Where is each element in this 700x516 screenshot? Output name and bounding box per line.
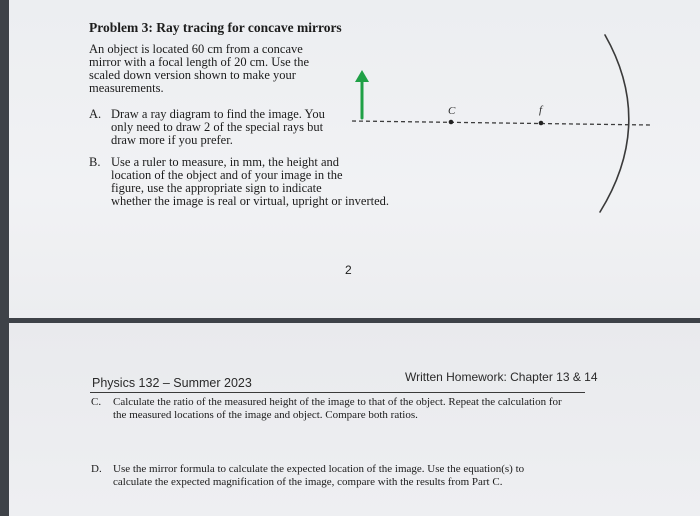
focal-point-label: f xyxy=(539,104,543,116)
item-line: location of the object and of your image in the xyxy=(111,168,343,182)
intro-line: mirror with a focal length of 20 cm. Use the xyxy=(89,55,310,69)
item-label: C. xyxy=(91,396,102,408)
item-label: D. xyxy=(91,463,102,475)
intro-line: An object is located 60 cm from a concave xyxy=(89,42,303,56)
item-c xyxy=(91,396,562,422)
item-line: the measured locations of the image and object. Compare both ratios. xyxy=(113,409,418,421)
item-line: Calculate the ratio of the measured height of the image to that of the object. Repeat the calculation for xyxy=(113,396,562,408)
item-label: B. xyxy=(89,155,101,169)
focal-point xyxy=(539,121,544,126)
item-label: A. xyxy=(89,107,102,121)
object-arrow xyxy=(355,70,369,118)
page-number: 2 xyxy=(345,263,352,277)
intro-line: measurements. xyxy=(89,81,164,95)
course-header: Physics 132 – Summer 2023 xyxy=(92,376,252,390)
concave-mirror xyxy=(600,35,629,212)
center-of-curvature-point xyxy=(449,120,454,125)
homework-header: Written Homework: Chapter 13 & 14 xyxy=(405,370,598,384)
item-line: draw more if you prefer. xyxy=(111,133,233,147)
item-line: only need to draw 2 of the special rays but xyxy=(111,120,324,134)
intro-line: scaled down version shown to make your xyxy=(89,68,296,82)
principal-axis xyxy=(352,121,650,125)
item-line: calculate the expected magnification of the image, compare with the results from Part C. xyxy=(113,476,503,488)
item-line: figure, use the appropriate sign to indicate xyxy=(111,181,322,195)
item-line: Draw a ray diagram to find the image. You xyxy=(111,107,325,121)
item-line: whether the image is real or virtual, upright or inverted. xyxy=(111,194,390,208)
header-divider xyxy=(90,392,585,393)
problem-title: Problem 3: Ray tracing for concave mirrors xyxy=(89,20,342,35)
item-line: Use the mirror formula to calculate the expected location of the image. Use the equation(s) to xyxy=(113,463,525,475)
item-line: Use a ruler to measure, in mm, the height and xyxy=(111,155,340,169)
center-of-curvature-label: C xyxy=(448,105,456,117)
item-d xyxy=(91,463,524,489)
